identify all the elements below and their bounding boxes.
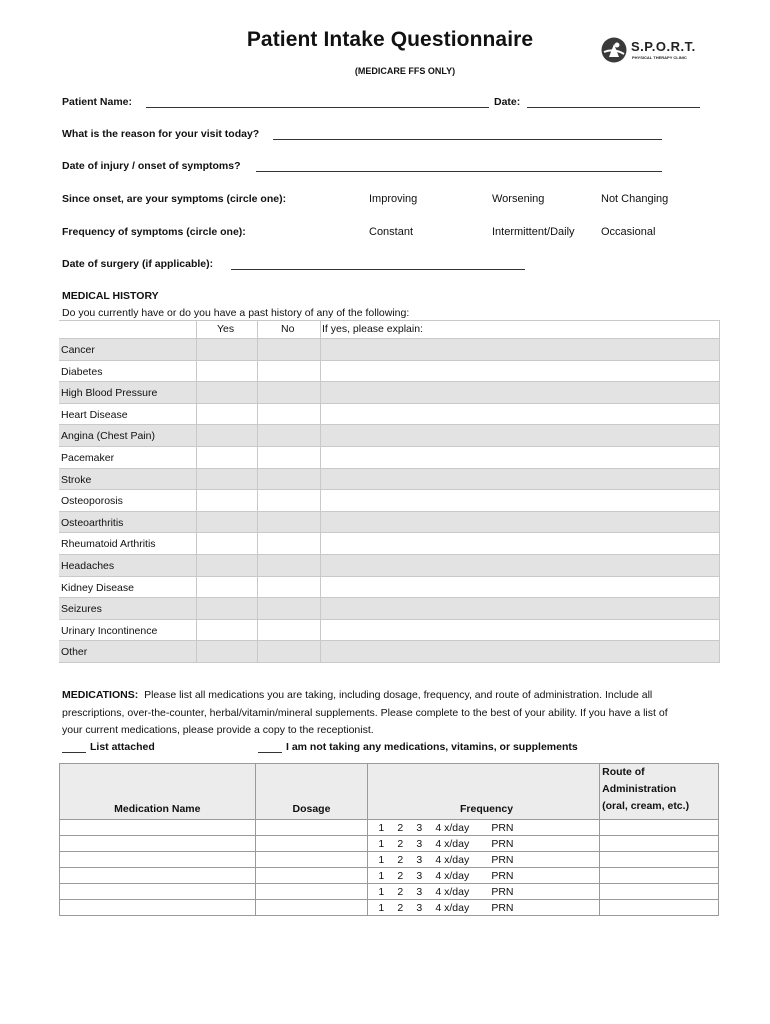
dosage-cell[interactable] <box>255 820 368 836</box>
medication-name-cell[interactable] <box>60 820 256 836</box>
symptom-frequency-label: Frequency of symptoms (circle one): <box>62 226 246 238</box>
date-field[interactable] <box>527 107 700 108</box>
dosage-header: Dosage <box>292 803 331 815</box>
medical-history-header-row <box>59 320 720 339</box>
medication-name-cell[interactable] <box>60 884 256 900</box>
condition-row <box>59 425 720 447</box>
col-yes: Yes <box>217 323 235 335</box>
option-constant[interactable]: Constant <box>369 226 414 238</box>
condition-row <box>59 512 720 534</box>
option-worsening[interactable]: Worsening <box>492 193 545 205</box>
dosage-cell[interactable] <box>255 884 368 900</box>
frequency-cell[interactable]: 1 2 3 4 x/day PRN <box>368 820 600 836</box>
condition-row <box>59 577 720 599</box>
medication-name-header: Medication Name <box>114 803 201 815</box>
route-header-line-1: Route of <box>602 766 645 778</box>
not-taking-option[interactable] <box>258 741 578 753</box>
col-explain: If yes, please explain: <box>322 323 423 335</box>
route-cell[interactable] <box>600 884 719 900</box>
medication-row <box>60 900 719 916</box>
condition-label: Rheumatoid Arthritis <box>61 538 156 551</box>
medical-history-heading: MEDICAL HISTORY <box>62 290 159 302</box>
route-cell[interactable] <box>600 900 719 916</box>
route-cell[interactable] <box>600 820 719 836</box>
condition-label: Heart Disease <box>61 408 128 421</box>
dosage-cell[interactable] <box>255 852 368 868</box>
condition-row <box>59 339 720 361</box>
medication-name-cell[interactable] <box>60 852 256 868</box>
dosage-cell[interactable] <box>255 900 368 916</box>
logo-tagline: PHYSICAL THERAPY CLINIC <box>632 55 687 60</box>
injury-date-field[interactable] <box>256 171 662 172</box>
condition-label: Kidney Disease <box>61 581 134 594</box>
dosage-cell[interactable] <box>255 868 368 884</box>
route-header-line-2: Administration <box>602 783 677 795</box>
condition-label: Pacemaker <box>61 451 115 464</box>
condition-label: Stroke <box>61 473 92 486</box>
route-cell[interactable] <box>600 852 719 868</box>
frequency-cell[interactable]: 1 2 3 4 x/day PRN <box>368 852 600 868</box>
frequency-cell[interactable]: 1 2 3 4 x/day PRN <box>368 900 600 916</box>
not-taking-check[interactable] <box>258 752 282 753</box>
condition-label: High Blood Pressure <box>61 387 158 400</box>
condition-row <box>59 598 720 620</box>
condition-row <box>59 382 720 404</box>
condition-label: Osteoarthritis <box>61 516 124 529</box>
option-not-changing[interactable]: Not Changing <box>601 193 669 205</box>
medications-heading: MEDICATIONS: <box>62 689 139 701</box>
condition-row <box>59 404 720 426</box>
frequency-cell[interactable]: 1 2 3 4 x/day PRN <box>368 868 600 884</box>
medications-header-row <box>60 764 719 820</box>
page-title: Patient Intake Questionnaire <box>246 28 534 51</box>
logo-text: S.P.O.R.T. <box>631 39 696 54</box>
condition-row <box>59 361 720 383</box>
col-no: No <box>281 323 295 335</box>
reason-label: What is the reason for your visit today? <box>62 128 260 140</box>
medical-history-table <box>59 320 720 663</box>
page-subtitle: (MEDICARE FFS ONLY) <box>354 66 456 76</box>
sport-logo-icon <box>600 36 628 64</box>
list-attached-check[interactable] <box>62 752 86 753</box>
option-intermittent-daily[interactable]: Intermittent/Daily <box>492 226 575 238</box>
condition-row <box>59 620 720 642</box>
list-attached-label: List attached <box>90 741 155 753</box>
condition-row <box>59 555 720 577</box>
frequency-cell[interactable]: 1 2 3 4 x/day PRN <box>368 884 600 900</box>
date-label: Date: <box>494 96 521 108</box>
frequency-cell[interactable]: 1 2 3 4 x/day PRN <box>368 836 600 852</box>
condition-label: Cancer <box>61 344 95 356</box>
medical-history-intro: Do you currently have or do you have a past history of any of the following: <box>62 307 410 319</box>
clinic-logo <box>600 36 710 66</box>
route-cell[interactable] <box>600 836 719 852</box>
injury-date-label: Date of injury / onset of symptoms? <box>62 160 241 172</box>
medications-line-3: your current medications, please provide a copy to the receptionist. <box>62 724 374 736</box>
condition-row <box>59 641 720 663</box>
medication-name-cell[interactable] <box>60 868 256 884</box>
not-taking-label: I am not taking any medications, vitamins, or supplements <box>286 741 578 753</box>
condition-row <box>59 533 720 555</box>
medications-line-2: prescriptions, over-the-counter, herbal/vitamin/mineral supplements. Please complete to the best of your ability. If you have a list of <box>62 707 668 719</box>
medication-name-cell[interactable] <box>60 900 256 916</box>
condition-row <box>59 447 720 469</box>
reason-field[interactable] <box>273 139 662 140</box>
medication-name-cell[interactable] <box>60 836 256 852</box>
dosage-cell[interactable] <box>255 836 368 852</box>
medication-row <box>60 884 719 900</box>
surgery-date-label: Date of surgery (if applicable): <box>62 258 214 270</box>
frequency-header: Frequency <box>460 803 514 815</box>
route-header-line-3: (oral, cream, etc.) <box>602 800 690 812</box>
medication-row <box>60 868 719 884</box>
patient-name-label: Patient Name: <box>62 96 133 108</box>
condition-label: Diabetes <box>61 365 103 378</box>
medication-row <box>60 852 719 868</box>
condition-label: Urinary Incontinence <box>61 624 158 637</box>
option-occasional[interactable]: Occasional <box>601 226 656 238</box>
route-cell[interactable] <box>600 868 719 884</box>
patient-name-field[interactable] <box>146 107 489 108</box>
medications-text-1: Please list all medications you are taking, including dosage, frequency, and route of administration. Include all <box>144 689 653 701</box>
condition-label: Seizures <box>61 603 102 616</box>
condition-label: Other <box>61 646 88 659</box>
condition-label: Osteoporosis <box>61 495 123 508</box>
list-attached-option[interactable] <box>62 741 155 753</box>
medications-table <box>59 763 719 916</box>
option-improving[interactable]: Improving <box>369 193 418 205</box>
medications-line-1 <box>62 689 652 701</box>
condition-label: Headaches <box>61 559 115 572</box>
medication-row <box>60 820 719 836</box>
condition-label: Angina (Chest Pain) <box>61 430 155 443</box>
condition-row <box>59 469 720 491</box>
surgery-date-field[interactable] <box>231 269 525 270</box>
symptom-onset-label: Since onset, are your symptoms (circle one): <box>62 193 287 205</box>
condition-row <box>59 490 720 512</box>
medication-row <box>60 836 719 852</box>
